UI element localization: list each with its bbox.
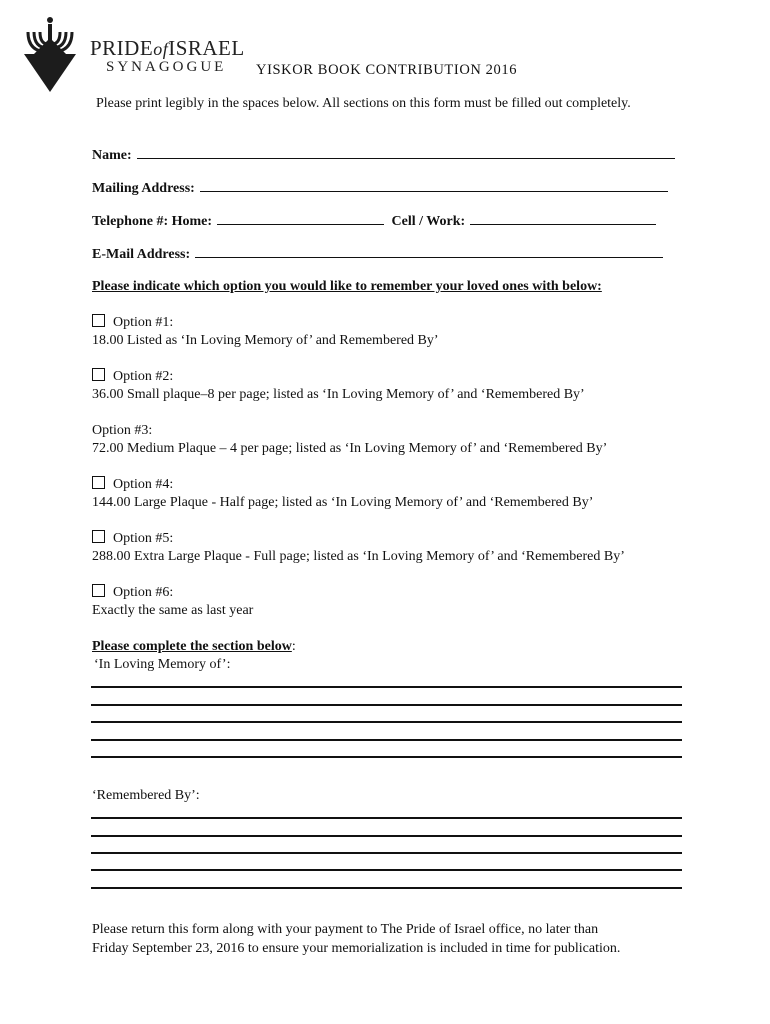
name-label: Name: <box>92 148 132 163</box>
remembered-line-1[interactable] <box>91 817 682 819</box>
option-4 <box>92 476 593 512</box>
option-2 <box>92 368 585 404</box>
option-3-label: Option #3: <box>92 423 153 438</box>
logo-of-text: of <box>153 39 169 59</box>
option-1-detail: 18.00 Listed as ‘In Loving Memory of’ and Remembered By’ <box>92 333 439 348</box>
option-1-label: Option #1: <box>113 315 174 330</box>
remembered-line-3[interactable] <box>91 852 682 854</box>
option-2-detail: 36.00 Small plaque–8 per page; listed as ‘In Loving Memory of’ and ‘Remembered By’ <box>92 387 585 402</box>
instructions-text: Please print legibly in the spaces below. All sections on this form must be filled out completely. <box>96 96 631 111</box>
email-address-input-line[interactable] <box>195 243 663 258</box>
name-field-row <box>92 144 675 164</box>
telephone-home-label: Telephone #: Home: <box>92 214 213 229</box>
option-6-checkbox[interactable] <box>92 584 105 597</box>
option-5-checkbox[interactable] <box>92 530 105 543</box>
option-5-detail: 288.00 Extra Large Plaque - Full page; listed as ‘In Loving Memory of’ and ‘Remembered By’ <box>92 549 625 564</box>
remembered-line-2[interactable] <box>91 835 682 837</box>
telephone-home-input-line[interactable] <box>217 210 384 225</box>
option-1-checkbox[interactable] <box>92 314 105 327</box>
logo-israel-text: ISRAEL <box>168 36 245 60</box>
remembered-line-5[interactable] <box>91 887 682 889</box>
option-6 <box>92 584 253 620</box>
return-instructions <box>92 920 712 958</box>
options-heading: Please indicate which option you would like to remember your loved ones with below: <box>92 279 602 294</box>
email-address-label: E-Mail Address: <box>92 247 191 262</box>
memory-line-3[interactable] <box>91 721 682 723</box>
option-2-checkbox[interactable] <box>92 368 105 381</box>
logo-wordmark <box>90 36 245 61</box>
option-3 <box>92 422 607 458</box>
mailing-field-row <box>92 177 668 197</box>
option-1 <box>92 314 439 350</box>
cell-work-label: Cell / Work: <box>391 214 466 229</box>
option-4-checkbox[interactable] <box>92 476 105 489</box>
option-5-label: Option #5: <box>113 531 174 546</box>
telephone-field-row <box>92 210 656 230</box>
cell-work-input-line[interactable] <box>470 210 656 225</box>
logo-pride-text: PRIDE <box>90 36 154 60</box>
in-loving-memory-label: ‘In Loving Memory of’: <box>94 657 231 672</box>
memory-line-1[interactable] <box>91 686 682 688</box>
return-instructions-line-1: Please return this form along with your payment to The Pride of Israel office, no later than <box>92 922 599 937</box>
mailing-address-label: Mailing Address: <box>92 181 195 196</box>
remembered-line-4[interactable] <box>91 869 682 871</box>
mailing-address-input-line[interactable] <box>200 177 668 192</box>
complete-section-heading: Please complete the section below <box>92 639 292 654</box>
option-5 <box>92 530 625 566</box>
option-6-detail: Exactly the same as last year <box>92 603 254 618</box>
email-field-row <box>92 243 663 263</box>
form-title: YISKOR BOOK CONTRIBUTION 2016 <box>256 62 518 78</box>
menorah-star-logo-icon <box>20 14 80 94</box>
memory-line-2[interactable] <box>91 704 682 706</box>
option-3-detail: 72.00 Medium Plaque – 4 per page; listed as ‘In Loving Memory of’ and ‘Remembered By’ <box>92 441 608 456</box>
option-6-label: Option #6: <box>113 585 174 600</box>
complete-section-colon: : <box>291 639 296 654</box>
option-4-detail: 144.00 Large Plaque - Half page; listed as ‘In Loving Memory of’ and ‘Remembered By’ <box>92 495 594 510</box>
remembered-by-label: ‘Remembered By’: <box>92 788 200 803</box>
memory-line-5[interactable] <box>91 756 682 758</box>
option-4-label: Option #4: <box>113 477 174 492</box>
memory-line-4[interactable] <box>91 739 682 741</box>
option-2-label: Option #2: <box>113 369 174 384</box>
name-input-line[interactable] <box>137 144 675 159</box>
complete-section-heading-row <box>92 638 296 656</box>
logo-synagogue-text: SYNAGOGUE <box>106 59 227 75</box>
return-instructions-line-2: Friday September 23, 2016 to ensure your memorialization is included in time for publication. <box>92 941 621 956</box>
